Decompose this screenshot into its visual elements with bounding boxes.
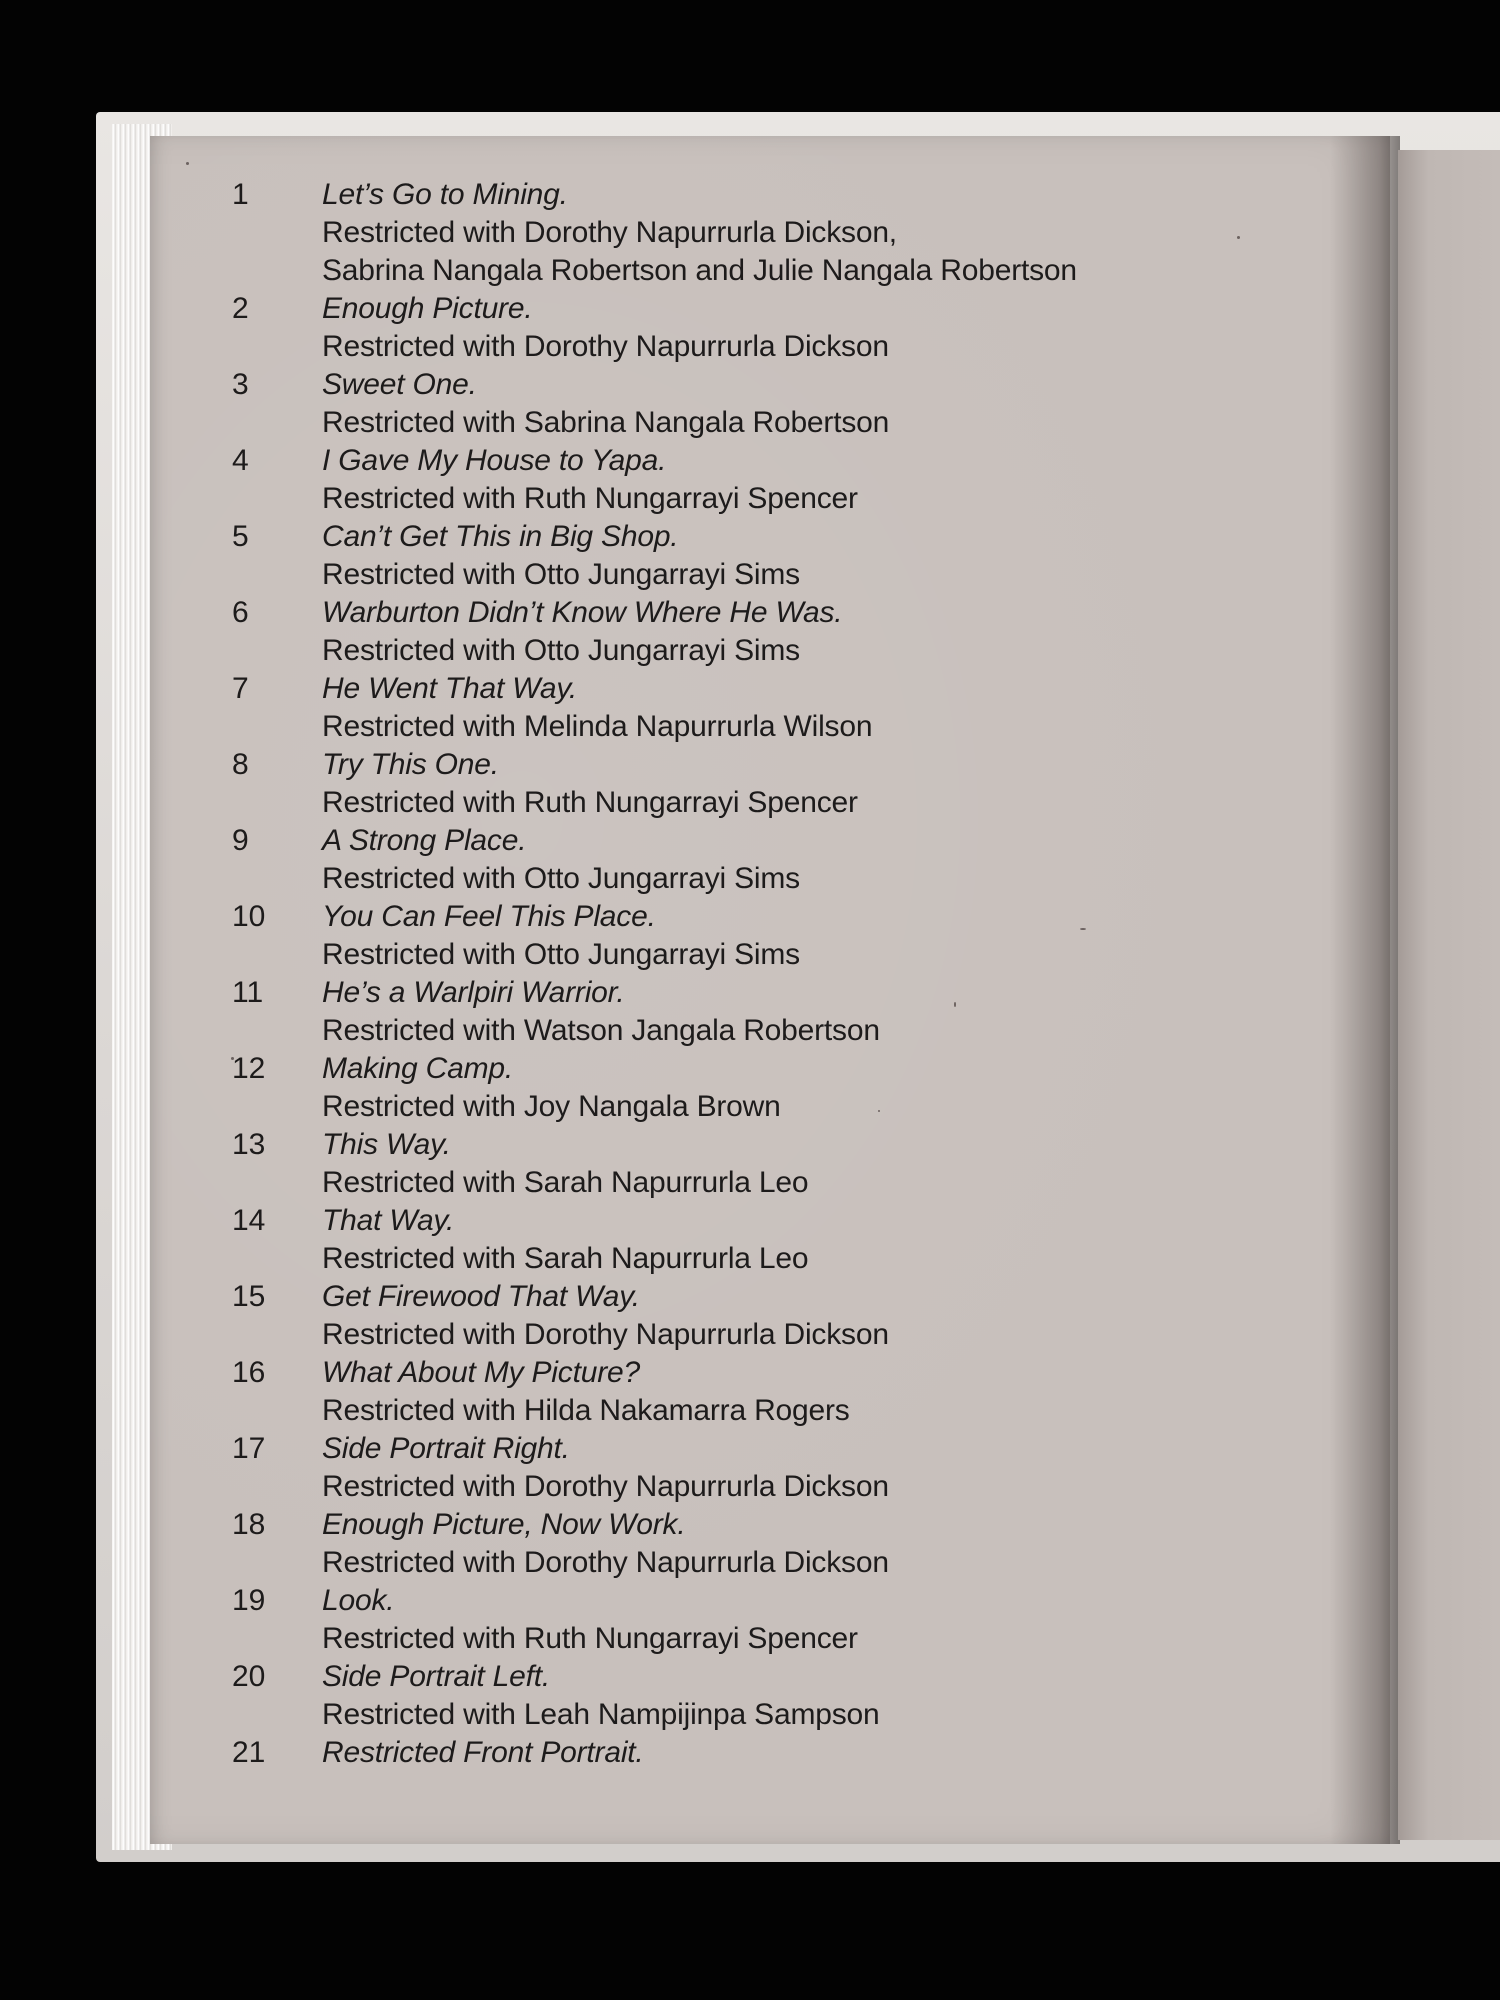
caption-entry [0, 670, 1330, 746]
caption-title: That Way. [322, 1204, 455, 1237]
caption-number: 21 [232, 1736, 266, 1769]
caption-number: 10 [232, 900, 266, 933]
caption-title: Enough Picture. [322, 292, 533, 325]
paper-speck [186, 162, 189, 165]
caption-title: I Gave My House to Yapa. [322, 444, 667, 477]
caption-entry [0, 898, 1330, 974]
caption-entry [0, 1278, 1330, 1354]
caption-credit: Restricted with Dorothy Napurrurla Dickson, [322, 216, 897, 249]
caption-credit: Restricted with Otto Jungarrayi Sims [322, 862, 800, 895]
caption-credit: Restricted with Melinda Napurrurla Wilson [322, 710, 873, 743]
caption-entry [0, 442, 1330, 518]
caption-title: What About My Picture? [322, 1356, 640, 1389]
caption-credit: Restricted with Sarah Napurrurla Leo [322, 1242, 809, 1275]
caption-entry [0, 1050, 1330, 1126]
caption-number: 5 [232, 520, 249, 553]
caption-entry [0, 1126, 1330, 1202]
caption-credit: Restricted with Otto Jungarrayi Sims [322, 938, 800, 971]
caption-number: 17 [232, 1432, 266, 1465]
caption-number: 19 [232, 1584, 266, 1617]
caption-title: This Way. [322, 1128, 451, 1161]
caption-credit: Restricted with Leah Nampijinpa Sampson [322, 1698, 880, 1731]
caption-entry [0, 518, 1330, 594]
caption-number: 11 [232, 976, 264, 1009]
caption-credit: Restricted with Ruth Nungarrayi Spencer [322, 786, 858, 819]
caption-entry [0, 1202, 1330, 1278]
caption-credit: Restricted with Dorothy Napurrurla Dickson [322, 1470, 889, 1503]
caption-entry [0, 822, 1330, 898]
caption-title: Side Portrait Left. [322, 1660, 550, 1693]
caption-number: 8 [232, 748, 249, 781]
caption-title: Making Camp. [322, 1052, 514, 1085]
caption-number: 9 [232, 824, 249, 857]
caption-title: Look. [322, 1584, 395, 1617]
caption-credit: Restricted with Sarah Napurrurla Leo [322, 1166, 809, 1199]
caption-credit: Restricted with Hilda Nakamarra Rogers [322, 1394, 850, 1427]
caption-entry [0, 1658, 1330, 1734]
caption-title: He Went That Way. [322, 672, 578, 705]
caption-title: Warburton Didn’t Know Where He Was. [322, 596, 843, 629]
caption-number: 16 [232, 1356, 266, 1389]
caption-entry [0, 1430, 1330, 1506]
caption-number: 20 [232, 1660, 266, 1693]
caption-credit: Restricted with Ruth Nungarrayi Spencer [322, 482, 858, 515]
caption-title: Can’t Get This in Big Shop. [322, 520, 679, 553]
caption-credit: Restricted with Dorothy Napurrurla Dickson [322, 330, 889, 363]
caption-entry [0, 1734, 1330, 1772]
caption-entry [0, 746, 1330, 822]
caption-title: Sweet One. [322, 368, 477, 401]
caption-credit: Restricted with Sabrina Nangala Robertson [322, 406, 890, 439]
caption-number: 2 [232, 292, 249, 325]
facing-page [1398, 150, 1500, 1840]
caption-list [0, 176, 1330, 1772]
caption-number: 12 [232, 1052, 266, 1085]
caption-number: 18 [232, 1508, 266, 1541]
caption-number: 6 [232, 596, 249, 629]
caption-entry [0, 290, 1330, 366]
caption-title: Let’s Go to Mining. [322, 178, 568, 211]
caption-entry [0, 366, 1330, 442]
caption-title: Restricted Front Portrait. [322, 1736, 644, 1769]
caption-title: You Can Feel This Place. [322, 900, 656, 933]
caption-number: 4 [232, 444, 249, 477]
caption-entry [0, 974, 1330, 1050]
caption-number: 1 [232, 178, 249, 211]
caption-number: 13 [232, 1128, 266, 1161]
caption-title: Get Firewood That Way. [322, 1280, 640, 1313]
caption-title: Enough Picture, Now Work. [322, 1508, 686, 1541]
caption-number: 3 [232, 368, 249, 401]
caption-credit: Sabrina Nangala Robertson and Julie Nangala Robertson [322, 254, 1077, 287]
caption-credit: Restricted with Joy Nangala Brown [322, 1090, 781, 1123]
caption-credit: Restricted with Dorothy Napurrurla Dickson [322, 1546, 889, 1579]
caption-credit: Restricted with Dorothy Napurrurla Dickson [322, 1318, 889, 1351]
caption-title: Side Portrait Right. [322, 1432, 570, 1465]
caption-entry [0, 1582, 1330, 1658]
caption-entry [0, 176, 1330, 290]
caption-title: A Strong Place. [322, 824, 527, 857]
caption-number: 14 [232, 1204, 266, 1237]
caption-credit: Restricted with Otto Jungarrayi Sims [322, 558, 800, 591]
caption-title: He’s a Warlpiri Warrior. [322, 976, 625, 1009]
caption-entry [0, 1506, 1330, 1582]
caption-credit: Restricted with Watson Jangala Robertson [322, 1014, 880, 1047]
caption-entry [0, 594, 1330, 670]
caption-title: Try This One. [322, 748, 499, 781]
caption-number: 7 [232, 672, 249, 705]
caption-credit: Restricted with Ruth Nungarrayi Spencer [322, 1622, 858, 1655]
caption-entry [0, 1354, 1330, 1430]
page-gutter [1330, 136, 1400, 1844]
caption-credit: Restricted with Otto Jungarrayi Sims [322, 634, 800, 667]
caption-number: 15 [232, 1280, 266, 1313]
